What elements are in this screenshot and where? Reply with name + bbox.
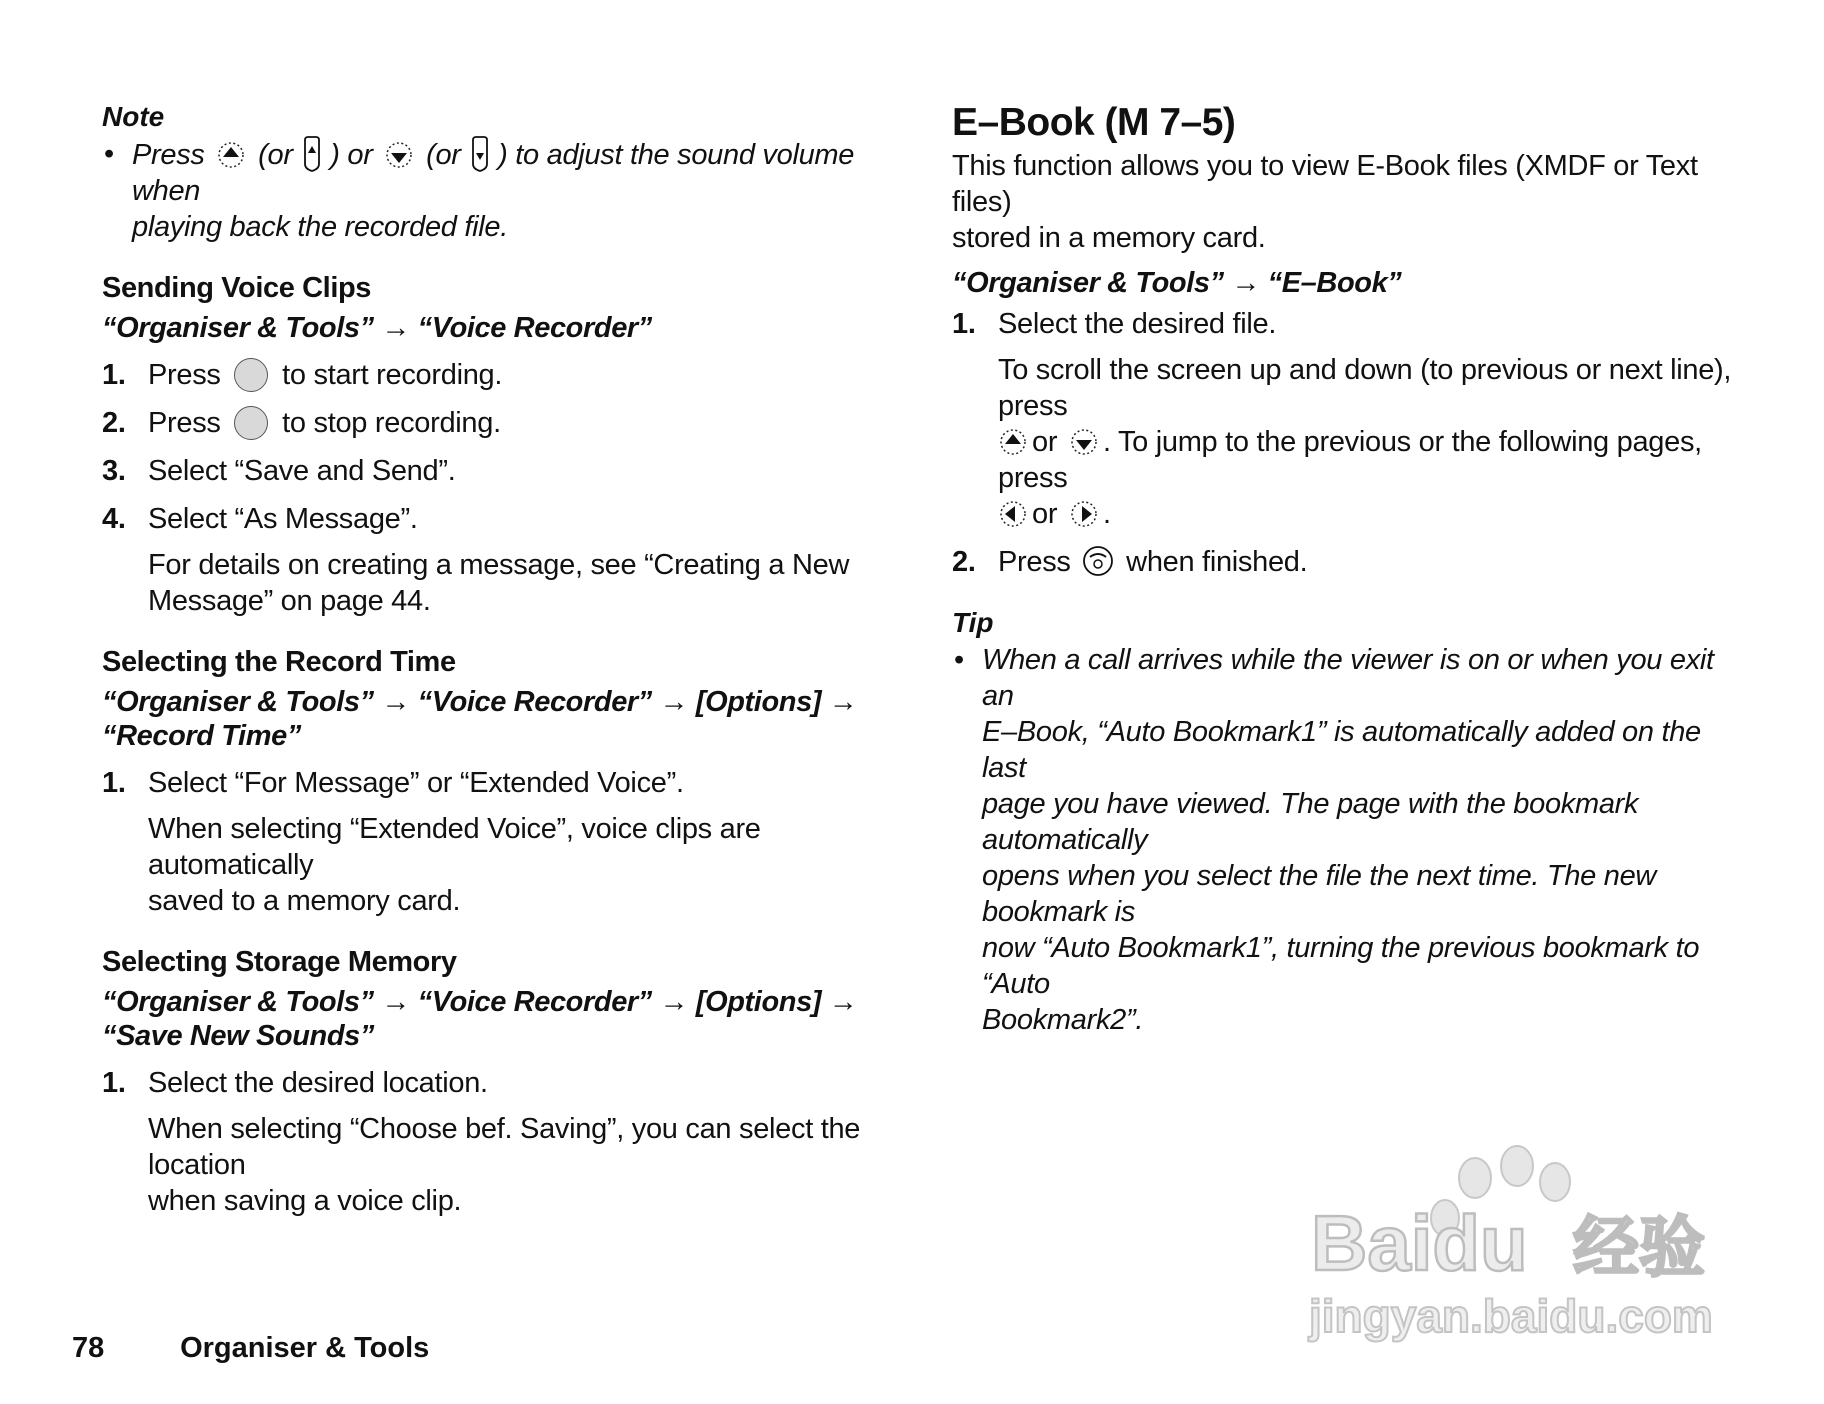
ebook-intro <box>952 148 1742 256</box>
bullet-dot: • <box>104 138 114 170</box>
watermark-brand: Baidu <box>1311 1199 1528 1287</box>
step-text-post: to start recording. <box>282 359 503 391</box>
nav-right-icon <box>1069 499 1099 529</box>
detail-line: For details on creating a message, see “Creating a New <box>148 549 850 581</box>
watermark-url: jingyan.baidu.com <box>1309 1290 1713 1342</box>
note-text-1: Press <box>132 139 205 171</box>
storage-path <box>102 985 882 1053</box>
tip-title: Tip <box>952 607 994 638</box>
tip-line: E–Book, “Auto Bookmark1” is automatically added on the last <box>982 716 1701 784</box>
tip-line: When a call arrives while the viewer is on or when you exit an <box>982 644 1714 712</box>
step-number: 1. <box>102 1067 126 1099</box>
detail-line: when saving a voice clip. <box>148 1185 462 1217</box>
sending-detail <box>102 547 882 619</box>
step-text: Select the desired location. <box>148 1067 488 1099</box>
note-bullet <box>102 136 882 245</box>
tip-line: Bookmark2”. <box>982 1004 1144 1036</box>
right-column <box>952 100 1742 1038</box>
sending-path: “Organiser & Tools” → “Voice Recorder” <box>102 312 652 344</box>
sending-heading: Sending Voice Clips <box>102 272 372 304</box>
step-text: Select “As Message”. <box>148 503 418 535</box>
end-key-icon <box>1082 545 1114 577</box>
record-time-detail <box>102 811 882 919</box>
storage-detail <box>102 1111 882 1219</box>
center-key-icon <box>234 406 268 440</box>
record-time-heading: Selecting the Record Time <box>102 646 456 678</box>
step-number: 2. <box>952 546 976 578</box>
ebook-step-2 <box>952 544 1742 580</box>
step-number: 1. <box>102 767 126 799</box>
step-number: 1. <box>102 359 126 391</box>
period-text: . <box>1102 498 1111 530</box>
left-column <box>102 100 882 1219</box>
step-number: 3. <box>102 455 126 487</box>
tip-line: now “Auto Bookmark1”, turning the previous bookmark to “Auto <box>982 932 1700 1000</box>
step-text: Select “Save and Send”. <box>148 455 456 487</box>
note-text-6: playing back the recorded file. <box>132 211 508 243</box>
ebook-path: “Organiser & Tools” → “E–Book” <box>952 267 1402 299</box>
storage-step-1 <box>102 1065 882 1101</box>
detail-line: When selecting “Choose bef. Saving”, you can select the location <box>148 1113 861 1181</box>
nav-down-icon <box>384 140 414 170</box>
detail-line: Message” on page 44. <box>148 585 431 617</box>
sending-step-4 <box>102 501 882 537</box>
step-text-pre: Press <box>148 359 221 391</box>
step-text-pre: Press <box>998 546 1071 578</box>
footer-section: Organiser & Tools <box>180 1332 430 1364</box>
side-key-up-icon <box>302 136 322 172</box>
page-number: 78 <box>72 1332 105 1364</box>
tip-line: page you have viewed. The page with the bookmark automatically <box>982 788 1639 856</box>
step-text: Select the desired file. <box>998 308 1277 340</box>
step-text: Select “For Message” or “Extended Voice”. <box>148 767 684 799</box>
detail-line: saved to a memory card. <box>148 885 461 917</box>
page-footer <box>72 1330 429 1366</box>
record-time-step-1 <box>102 765 882 801</box>
nav-up-icon <box>216 140 246 170</box>
step-number: 4. <box>102 503 126 535</box>
note-text-2: (or <box>258 139 293 171</box>
note-text-4: (or <box>426 139 461 171</box>
sending-step-1 <box>102 357 882 393</box>
tip-bullet <box>952 642 1742 1038</box>
ebook-title: E–Book (M 7–5) <box>952 101 1236 144</box>
sending-step-2 <box>102 405 882 441</box>
or-text: or <box>1032 426 1058 458</box>
detail-line: . To jump to the previous or the following pages, press <box>998 426 1702 494</box>
tip-line: opens when you select the file the next time. The new bookmark is <box>982 860 1657 928</box>
step-text-pre: Press <box>148 407 221 439</box>
ebook-scroll-detail <box>952 352 1742 532</box>
ebook-step-1 <box>952 306 1742 342</box>
path-line: “Save New Sounds” <box>102 1020 374 1052</box>
path-line: “Record Time” <box>102 720 301 752</box>
record-time-path <box>102 685 882 753</box>
path-line: “Organiser & Tools” → “Voice Recorder” → [Options] → <box>102 986 858 1018</box>
or-text: or <box>1032 498 1058 530</box>
bullet-dot: • <box>954 644 964 676</box>
step-text-post: when finished. <box>1126 546 1308 578</box>
note-title: Note <box>102 101 165 132</box>
detail-line: To scroll the screen up and down (to previous or next line), press <box>998 354 1732 422</box>
nav-down-icon <box>1069 427 1099 457</box>
nav-up-icon <box>998 427 1028 457</box>
step-text-post: to stop recording. <box>282 407 501 439</box>
path-line: “Organiser & Tools” → “Voice Recorder” → [Options] → <box>102 686 858 718</box>
note-text-5: ) to adjust the sound volume when <box>132 139 855 207</box>
nav-left-icon <box>998 499 1028 529</box>
note-text-3: ) or <box>330 139 373 171</box>
step-number: 2. <box>102 407 126 439</box>
side-key-down-icon <box>470 136 490 172</box>
center-key-icon <box>234 358 268 392</box>
detail-line: When selecting “Extended Voice”, voice clips are automatically <box>148 813 761 881</box>
intro-line: stored in a memory card. <box>952 222 1266 254</box>
intro-line: This function allows you to view E-Book files (XMDF or Text files) <box>952 150 1698 218</box>
sending-step-3 <box>102 453 882 489</box>
storage-heading: Selecting Storage Memory <box>102 946 457 978</box>
watermark-cn: 经验 <box>1573 1209 1705 1286</box>
step-number: 1. <box>952 308 976 340</box>
baidu-watermark-logo <box>1305 1140 1745 1345</box>
